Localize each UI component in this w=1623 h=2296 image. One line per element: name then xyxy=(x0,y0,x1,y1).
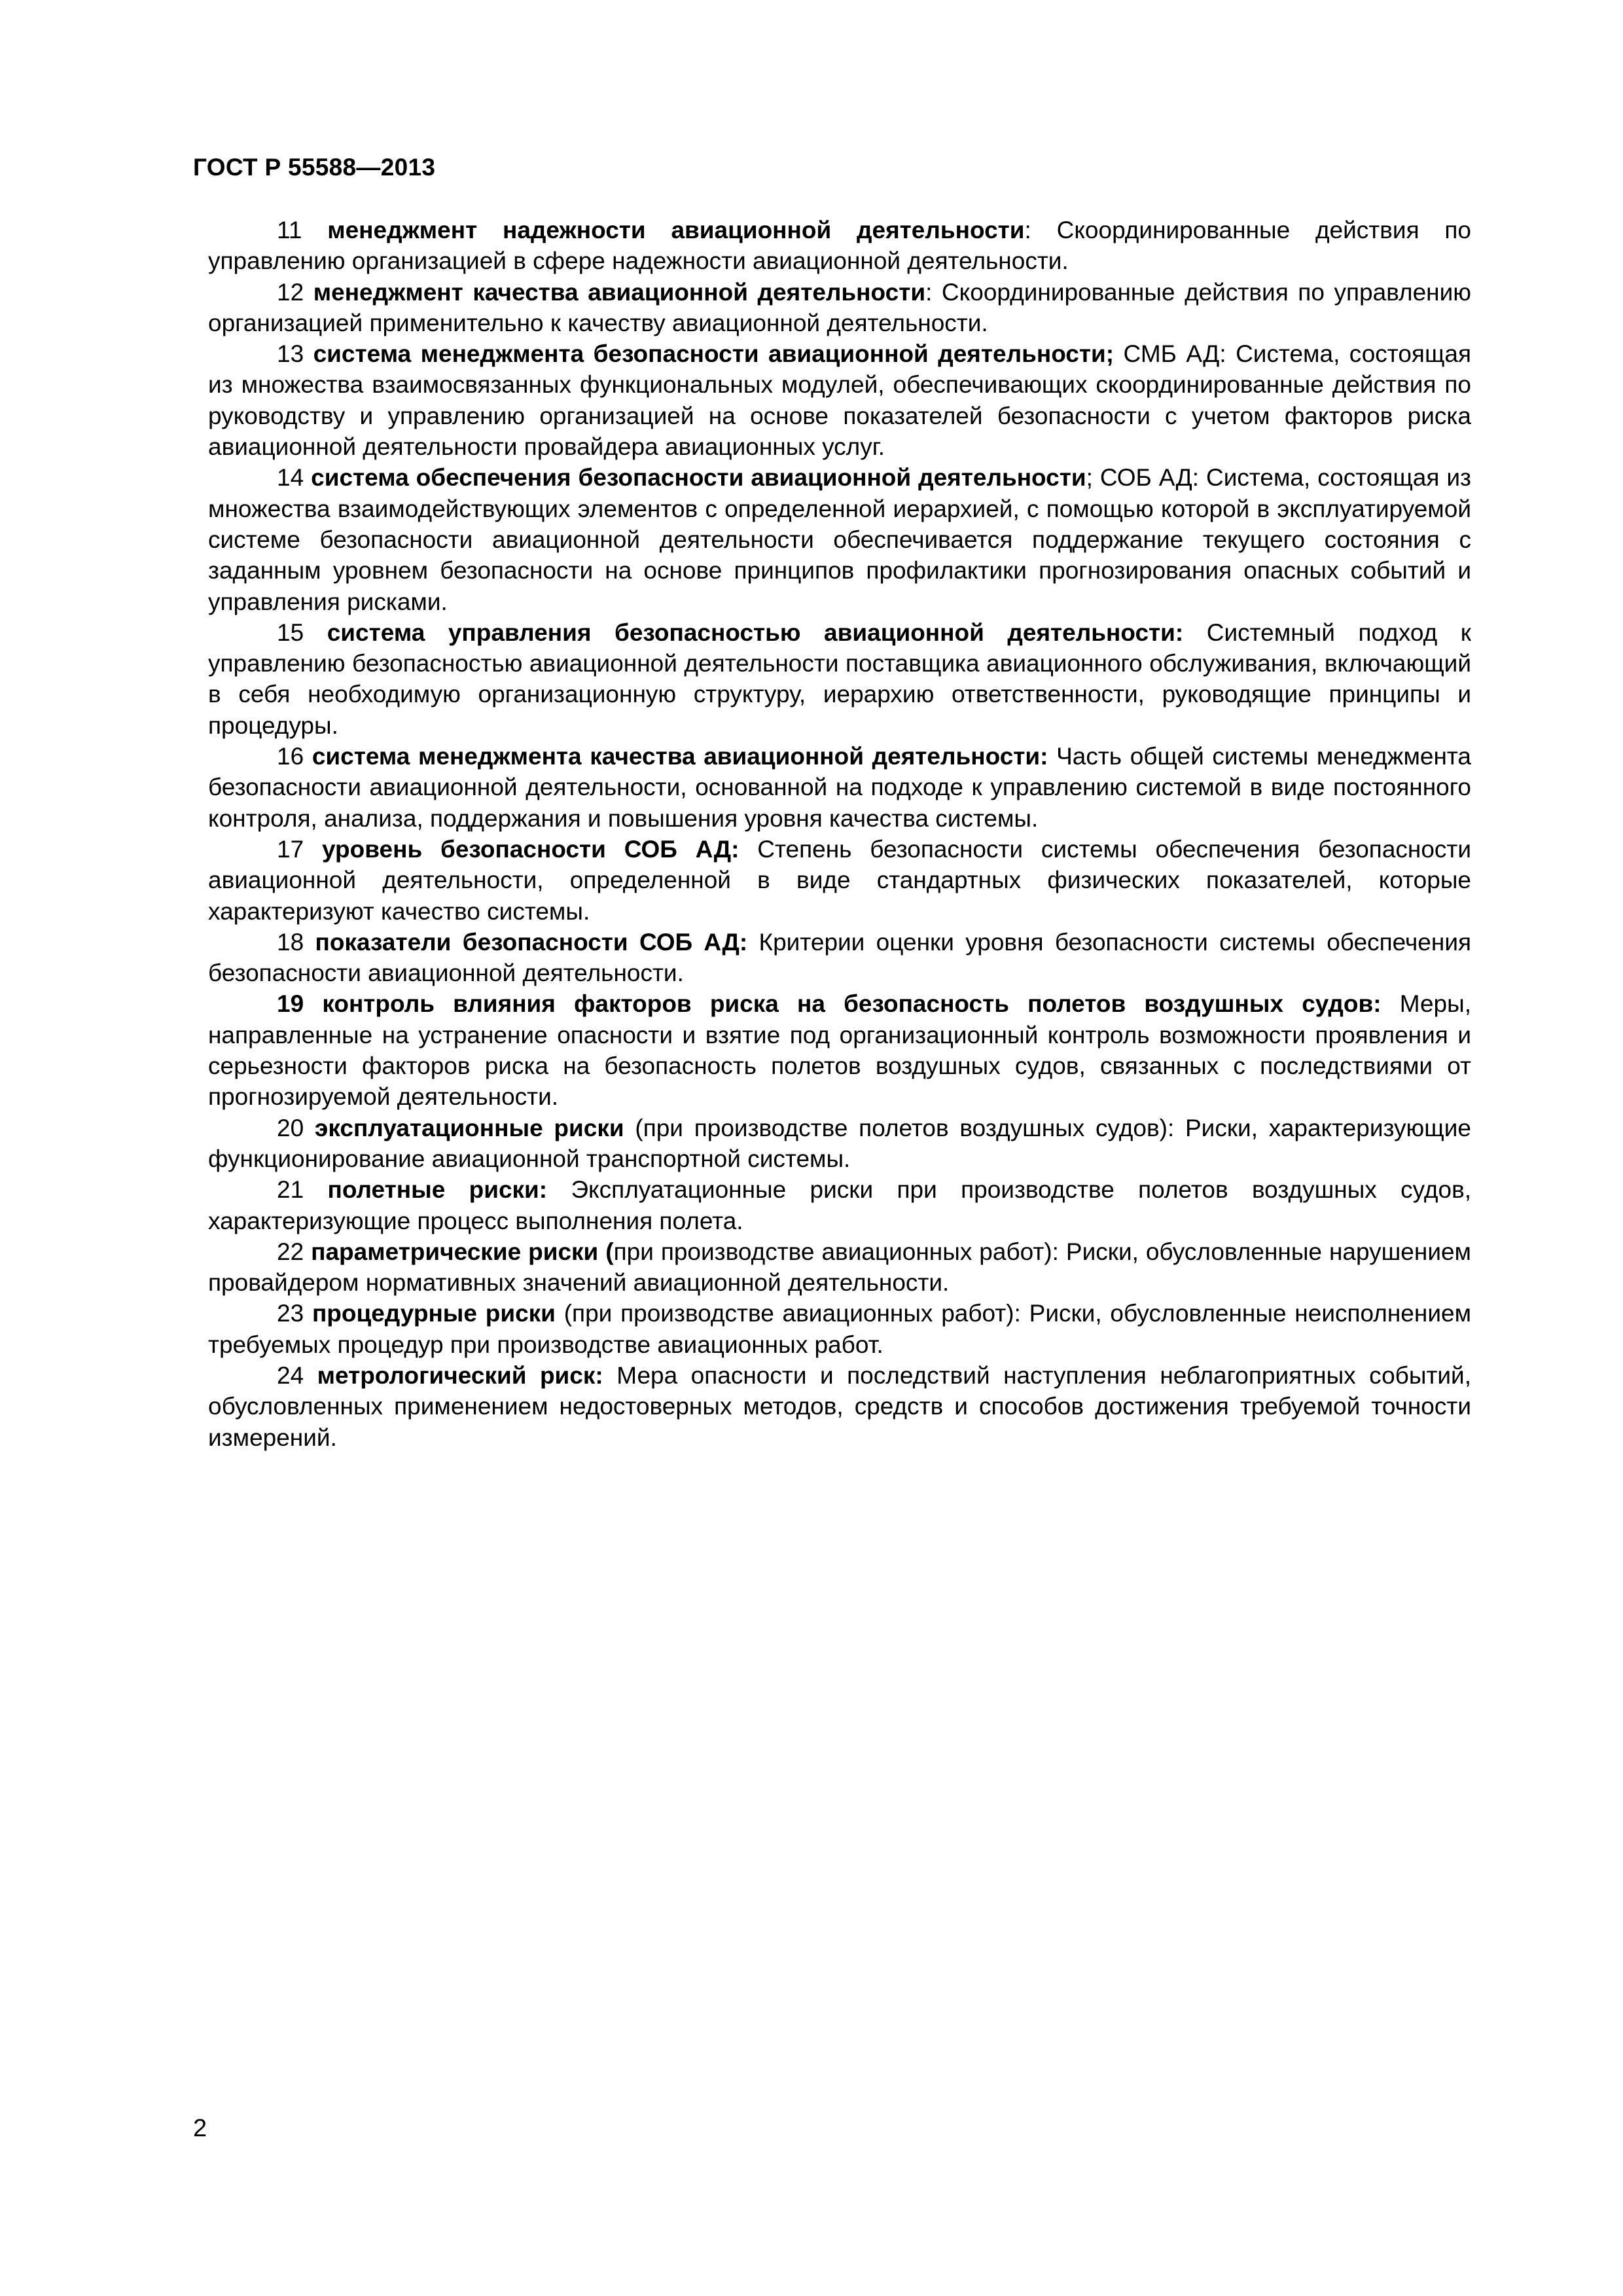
term-title: менеджмент надежности авиационной деятельности xyxy=(327,217,1025,243)
term-definition: Мера опасности и последствий наступления неблагоприятных событий, обусловленных применением недостоверных методов, средств и способов достижения требуемой точности измерений. xyxy=(208,1361,1472,1451)
term-17 xyxy=(208,834,1471,927)
terms-list xyxy=(208,215,1471,1453)
term-title: метрологический риск: xyxy=(317,1361,603,1389)
term-definition: Часть общей системы менеджмента безопасности авиационной деятельности, основанной на подходе к управлению системой в виде постоянного контроля, анализа, поддержания и повышения уровня качества системы. xyxy=(208,743,1471,832)
term-number: 12 xyxy=(277,278,304,306)
term-title: уровень безопасности СОБ АД: xyxy=(321,835,740,863)
document-code-header: ГОСТ Р 55588—2013 xyxy=(193,154,436,181)
term-number: 24 xyxy=(277,1361,304,1389)
term-number: 13 xyxy=(277,340,304,368)
term-title: полетные риски: xyxy=(327,1176,548,1204)
term-title: система менеджмента качества авиационной деятельности: xyxy=(312,743,1048,770)
term-23 xyxy=(208,1298,1471,1360)
term-16 xyxy=(208,741,1471,834)
term-definition: Системный подход к управлению безопасностью авиационной деятельности поставщика авиационного обслуживания, включающий в себя необходимую организационную структуру, иерархию ответственности, руководящие принципы и процедуры. xyxy=(208,619,1471,739)
term-definition: (при производстве авиационных работ): Риски, обусловленные неисполнением требуемых процедур при производстве авиационных работ. xyxy=(208,1300,1472,1358)
term-number: 16 xyxy=(277,743,304,770)
term-number: 20 xyxy=(277,1114,304,1141)
term-19 xyxy=(208,988,1471,1112)
term-24 xyxy=(208,1360,1471,1453)
term-13 xyxy=(208,338,1471,462)
term-number: 23 xyxy=(277,1300,304,1327)
term-22 xyxy=(208,1236,1471,1299)
term-definition: Критерии оценки уровня безопасности системы обеспечения безопасности авиационной деятельности. xyxy=(208,928,1472,987)
term-title: параметрические риски ( xyxy=(311,1238,614,1265)
term-number: 15 xyxy=(277,619,304,646)
term-number: 14 xyxy=(277,464,304,492)
term-number: 22 xyxy=(277,1238,304,1265)
term-11 xyxy=(208,215,1471,277)
term-title: менеджмент качества авиационной деятельности xyxy=(313,278,926,306)
term-title: система обеспечения безопасности авиационной деятельности xyxy=(311,464,1086,492)
term-definition: Степень безопасности системы обеспечения безопасности авиационной деятельности, определенной в виде стандартных физических показателей, которые характеризуют качество системы. xyxy=(208,835,1472,925)
term-title: система управления безопасностью авиационной деятельности: xyxy=(327,619,1184,646)
term-definition: Меры, направленные на устранение опасности и взятие под организационный контроль возможности проявления и серьезности факторов риска на безопасность полетов воздушных судов, связанных с последствиями от прогнозируемой деятельности. xyxy=(208,990,1471,1111)
term-12 xyxy=(208,277,1471,339)
term-number: 17 xyxy=(277,835,304,863)
page-number: 2 xyxy=(193,2115,207,2142)
term-definition: (при производстве полетов воздушных судов): Риски, характеризующие функционирование авиационной транспортной системы. xyxy=(208,1114,1471,1172)
term-title: процедурные риски xyxy=(312,1300,556,1327)
term-definition: Эксплуатационные риски при производстве полетов воздушных судов, характеризующие процесс выполнения полета. xyxy=(208,1176,1471,1234)
term-title: система менеджмента безопасности авиационной деятельности; xyxy=(313,340,1115,368)
term-14 xyxy=(208,462,1471,617)
term-definition: СМБ АД: Система, состоящая из множества взаимосвязанных функциональных модулей, обеспечивающих скоординированные действия по руководству и управлению организацией на основе показателей безопасности с учетом факторов риска авиационной деятельности провайдера авиационных услуг. xyxy=(208,340,1471,461)
term-title: контроль влияния факторов риска на безопасность полетов воздушных судов: xyxy=(322,990,1382,1018)
term-18 xyxy=(208,927,1471,989)
term-title: эксплуатационные риски xyxy=(314,1114,624,1141)
term-title: показатели безопасности СОБ АД: xyxy=(315,928,748,956)
term-20 xyxy=(208,1113,1471,1175)
term-definition: : Скоординированные действия по управлению организацией применительно к качеству авиационной деятельности. xyxy=(208,278,1472,336)
term-definition: ; СОБ АД: Система, состоящая из множества взаимодействующих элементов с определенной иерархией, с помощью которой в эксплуатируемой системе безопасности авиационной деятельности обеспечивается поддержание текущего состояния с заданным уровнем безопасности на основе принципов профилактики прогнозирования опасных событий и управления рисками. xyxy=(208,464,1472,615)
term-number: 21 xyxy=(277,1176,304,1204)
term-number: 19 xyxy=(277,990,304,1018)
term-number: 18 xyxy=(277,928,304,956)
term-21 xyxy=(208,1174,1471,1236)
term-definition: : Скоординированные действия по управлению организацией в сфере надежности авиационной деятельности. xyxy=(208,217,1472,275)
term-15 xyxy=(208,617,1471,741)
term-definition: при производстве авиационных работ): Риски, обусловленные нарушением провайдером нормативных значений авиационной деятельности. xyxy=(208,1238,1471,1297)
term-number: 11 xyxy=(277,217,302,243)
